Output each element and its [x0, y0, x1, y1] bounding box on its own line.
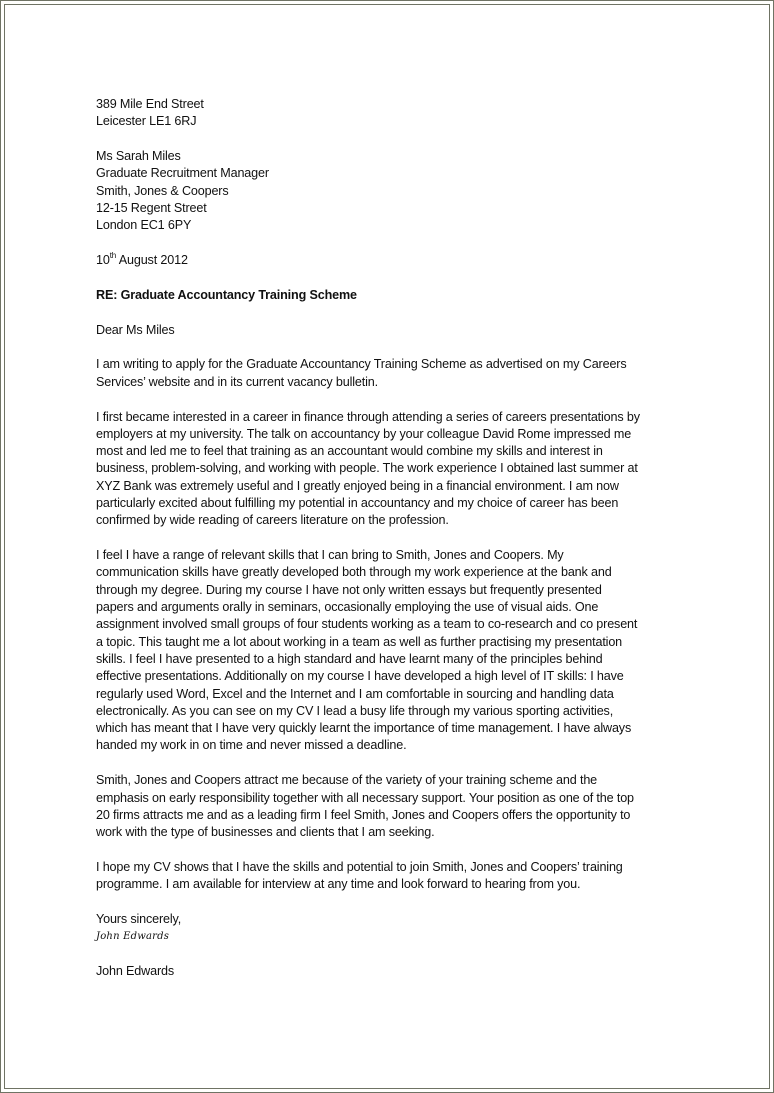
paragraph-line: skills. I feel I have presented to a high standard and have learnt many of the principles behind [96, 651, 603, 666]
date-rest: August 2012 [116, 253, 188, 268]
letter-date [96, 252, 696, 269]
sender-address [96, 96, 696, 131]
recipient-street: 12-15 Regent Street [96, 200, 207, 215]
paragraph-line: I am writing to apply for the Graduate Accountancy Training Scheme as advertised on my Careers [96, 357, 627, 372]
recipient-city: London EC1 6PY [96, 218, 192, 233]
paragraph-line: regularly used Word, Excel and the Internet and I am comfortable in sourcing and handling data [96, 686, 614, 701]
recipient-name: Ms Sarah Miles [96, 149, 181, 164]
paragraph-line: effective presentations. Additionally on my course I have developed a high level of IT skills: I have [96, 669, 624, 684]
paragraph-line: programme. I am available for interview at any time and look forward to hearing from you. [96, 877, 581, 892]
paragraph-line: 20 firms attracts me and as a leading firm I feel Smith, Jones and Coopers offers the opportunity to [96, 807, 631, 822]
paragraph-intro [96, 356, 656, 391]
paragraph-skills [96, 547, 656, 755]
paragraph-line: business, problem-solving, and working with people. The work experience I obtained last summer at [96, 461, 638, 476]
paragraph-closing [96, 859, 656, 894]
letter-subject [96, 287, 696, 304]
salutation-text: Dear Ms Miles [96, 322, 175, 337]
paragraph-line: particularly excited about fulfilling my potential in accountancy and my choice of career has been [96, 496, 619, 511]
recipient-company: Smith, Jones & Coopers [96, 183, 229, 198]
sender-address-line: 389 Mile End Street [96, 97, 204, 111]
cover-letter [96, 96, 696, 980]
paragraph-line: employers at my university. The talk on accountancy by your colleague David Rome impressed me [96, 426, 632, 441]
handwritten-signature: John Edwards [96, 931, 170, 943]
date-suffix: th [109, 250, 117, 260]
paragraph-line: I hope my CV shows that I have the skills and potential to join Smith, Jones and Coopers’ training [96, 859, 623, 874]
paragraph-line: confirmed by wide reading of careers literature on the profession. [96, 513, 449, 528]
paragraph-line: assignment involved small groups of four students working as a team to co-research and co present [96, 617, 638, 632]
paragraph-line: Smith, Jones and Coopers attract me because of the variety of your training scheme and the [96, 773, 598, 788]
paragraph-line: electronically. As you can see on my CV I lead a busy life through my various sporting activities, [96, 703, 614, 718]
signoff-name-text: John Edwards [96, 963, 175, 978]
salutation [96, 322, 696, 339]
paragraph-line: Services’ website and in its current vacancy bulletin. [96, 374, 378, 389]
paragraph-interest [96, 409, 656, 530]
paragraph-line: most and led me to feel that training as an accountant would combine my skills and interest in [96, 444, 603, 459]
paragraph-line: emphasis on early responsibility together with all necessary support. Your position as one of the top [96, 790, 634, 805]
sender-address-line: Leicester LE1 6RJ [96, 114, 197, 129]
recipient-address [96, 148, 696, 234]
paragraph-company [96, 772, 656, 841]
paragraph-line: work with the type of businesses and clients that I am seeking. [96, 825, 435, 840]
date-day: 10 [96, 253, 110, 268]
paragraph-line: handed my work in on time and never missed a deadline. [96, 738, 407, 753]
paragraph-line: communication skills have greatly developed both through my work experience at the bank and [96, 565, 612, 580]
signoff-name [96, 963, 696, 980]
paragraph-line: a topic. This taught me a lot about working in a team as well as further practising my presentation [96, 634, 623, 649]
paragraph-line: I feel I have a range of relevant skills that I can bring to Smith, Jones and Coopers. My [96, 548, 564, 563]
closing-text: Yours sincerely, [96, 911, 182, 926]
paragraph-line: XYZ Bank was extremely useful and I greatly enjoyed being in a financial environment. I am now [96, 478, 619, 493]
paragraph-line: through my degree. During my course I have not only written essays but frequently presented [96, 582, 602, 597]
paragraph-line: which has meant that I have very quickly learnt the importance of time management. I have always [96, 721, 632, 736]
paragraph-line: papers and arguments orally in seminars, occasionally employing the use of visual aids. One [96, 600, 599, 615]
paragraph-line: I first became interested in a career in finance through attending a series of careers presentations by [96, 409, 640, 424]
subject-text: RE: Graduate Accountancy Training Scheme [96, 287, 357, 302]
recipient-title: Graduate Recruitment Manager [96, 166, 269, 181]
closing-block [96, 911, 696, 945]
